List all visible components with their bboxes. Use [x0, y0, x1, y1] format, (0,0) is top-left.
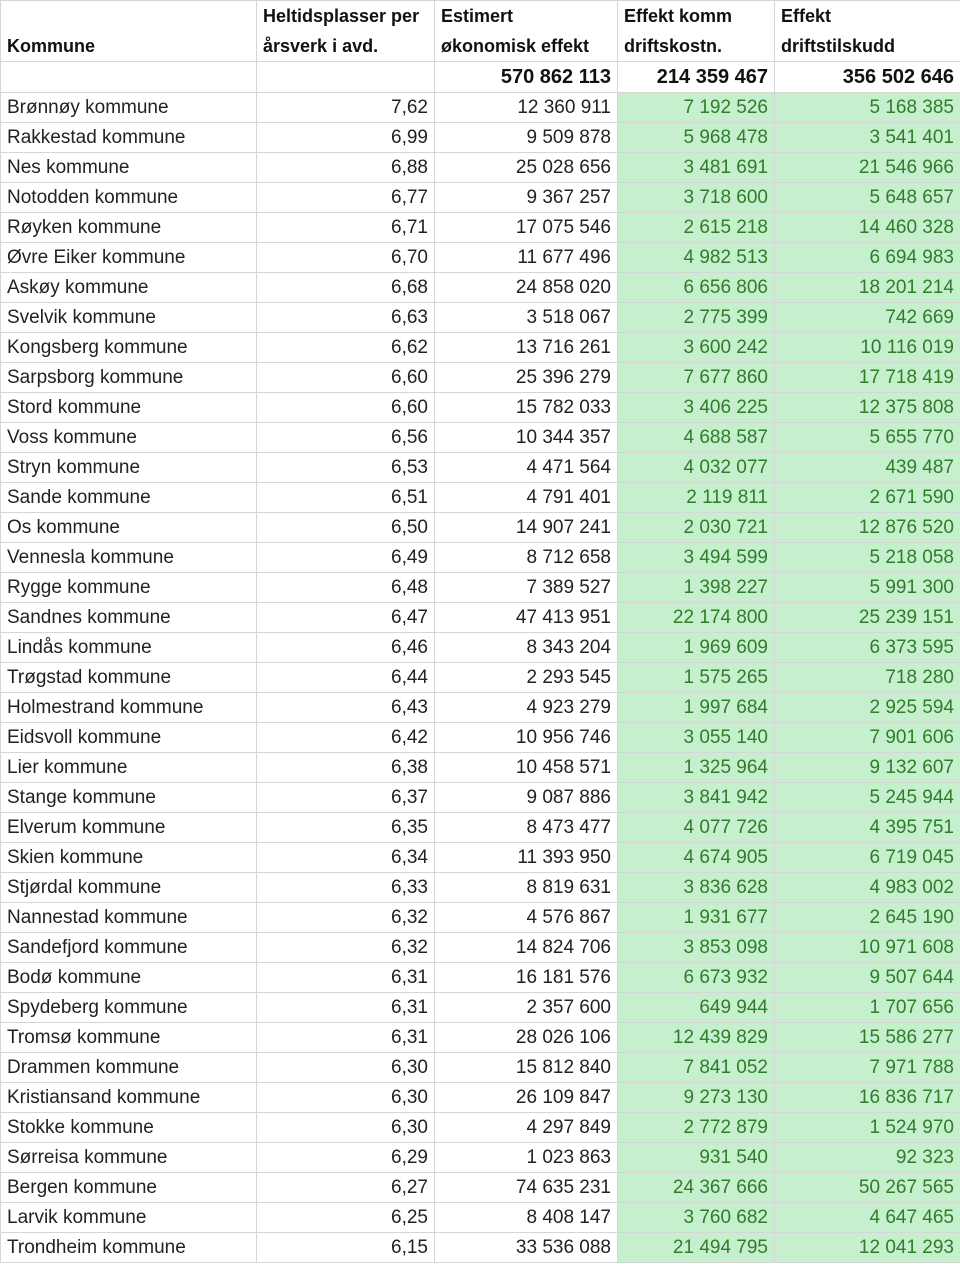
effekt-driftstilskudd-cell: 10 116 019 — [775, 333, 960, 363]
header-effekt-komm: Effekt komm driftskostn. — [618, 1, 775, 62]
kommune-cell: Spydeberg kommune — [1, 993, 257, 1023]
effekt-driftstilskudd-cell: 21 546 966 — [775, 153, 960, 183]
table-row — [1, 723, 960, 753]
effekt-komm-cell: 3 055 140 — [618, 723, 775, 753]
heltidsplasser-cell: 6,70 — [257, 243, 435, 273]
heltidsplasser-cell: 6,48 — [257, 573, 435, 603]
effekt-driftstilskudd-cell: 50 267 565 — [775, 1173, 960, 1203]
table-row — [1, 393, 960, 423]
estimert-effekt-cell: 4 297 849 — [435, 1113, 618, 1143]
header-estimert-effekt: Estimert økonomisk effekt — [435, 1, 618, 62]
effekt-driftstilskudd-cell: 25 239 151 — [775, 603, 960, 633]
estimert-effekt-cell: 25 028 656 — [435, 153, 618, 183]
kommune-cell: Sandnes kommune — [1, 603, 257, 633]
effekt-driftstilskudd-cell: 4 395 751 — [775, 813, 960, 843]
heltidsplasser-cell: 6,32 — [257, 903, 435, 933]
totals-effekt-drift-cell: 356 502 646 — [775, 62, 960, 93]
effekt-driftstilskudd-cell: 5 218 058 — [775, 543, 960, 573]
heltidsplasser-cell: 6,60 — [257, 393, 435, 423]
table-row — [1, 843, 960, 873]
estimert-effekt-cell: 13 716 261 — [435, 333, 618, 363]
estimert-effekt-cell: 2 357 600 — [435, 993, 618, 1023]
table-row — [1, 933, 960, 963]
estimert-effekt-cell: 1 023 863 — [435, 1143, 618, 1173]
estimert-effekt-cell: 9 367 257 — [435, 183, 618, 213]
table-row — [1, 783, 960, 813]
effekt-komm-cell: 2 119 811 — [618, 483, 775, 513]
heltidsplasser-cell: 6,31 — [257, 993, 435, 1023]
effekt-komm-cell: 7 192 526 — [618, 93, 775, 123]
totals-label-cell — [1, 62, 257, 93]
estimert-effekt-cell: 16 181 576 — [435, 963, 618, 993]
table-row — [1, 693, 960, 723]
table-row — [1, 1233, 960, 1263]
heltidsplasser-cell: 6,71 — [257, 213, 435, 243]
heltidsplasser-cell: 6,27 — [257, 1173, 435, 1203]
effekt-driftstilskudd-cell: 4 647 465 — [775, 1203, 960, 1233]
heltidsplasser-cell: 6,46 — [257, 633, 435, 663]
effekt-komm-cell: 9 273 130 — [618, 1083, 775, 1113]
estimert-effekt-cell: 11 677 496 — [435, 243, 618, 273]
heltidsplasser-cell: 6,37 — [257, 783, 435, 813]
estimert-effekt-cell: 15 782 033 — [435, 393, 618, 423]
effekt-driftstilskudd-cell: 9 132 607 — [775, 753, 960, 783]
table-row — [1, 963, 960, 993]
effekt-komm-cell: 1 997 684 — [618, 693, 775, 723]
effekt-driftstilskudd-cell: 718 280 — [775, 663, 960, 693]
heltidsplasser-cell: 6,77 — [257, 183, 435, 213]
heltidsplasser-cell: 6,44 — [257, 663, 435, 693]
kommune-cell: Askøy kommune — [1, 273, 257, 303]
table-row — [1, 1203, 960, 1233]
heltidsplasser-cell: 6,51 — [257, 483, 435, 513]
effekt-komm-cell: 3 841 942 — [618, 783, 775, 813]
heltidsplasser-cell: 6,47 — [257, 603, 435, 633]
kommune-cell: Drammen kommune — [1, 1053, 257, 1083]
effekt-komm-cell: 3 718 600 — [618, 183, 775, 213]
estimert-effekt-cell: 25 396 279 — [435, 363, 618, 393]
estimert-effekt-cell: 4 576 867 — [435, 903, 618, 933]
table-row — [1, 813, 960, 843]
kommune-cell: Røyken kommune — [1, 213, 257, 243]
kommune-cell: Sandefjord kommune — [1, 933, 257, 963]
table-row — [1, 1023, 960, 1053]
table-row — [1, 603, 960, 633]
estimert-effekt-cell: 4 923 279 — [435, 693, 618, 723]
table-row — [1, 873, 960, 903]
kommune-cell: Nannestad kommune — [1, 903, 257, 933]
table-row — [1, 543, 960, 573]
estimert-effekt-cell: 12 360 911 — [435, 93, 618, 123]
table-row — [1, 633, 960, 663]
table-row — [1, 453, 960, 483]
estimert-effekt-cell: 11 393 950 — [435, 843, 618, 873]
effekt-driftstilskudd-cell: 92 323 — [775, 1143, 960, 1173]
effekt-driftstilskudd-cell: 9 507 644 — [775, 963, 960, 993]
table-row — [1, 333, 960, 363]
table-row — [1, 483, 960, 513]
effekt-komm-cell: 3 481 691 — [618, 153, 775, 183]
estimert-effekt-cell: 8 712 658 — [435, 543, 618, 573]
effekt-driftstilskudd-cell: 1 707 656 — [775, 993, 960, 1023]
effekt-driftstilskudd-cell: 2 671 590 — [775, 483, 960, 513]
effekt-komm-cell: 1 325 964 — [618, 753, 775, 783]
kommune-cell: Larvik kommune — [1, 1203, 257, 1233]
estimert-effekt-cell: 15 812 840 — [435, 1053, 618, 1083]
kommune-cell: Rakkestad kommune — [1, 123, 257, 153]
table-row — [1, 303, 960, 333]
effekt-komm-cell: 1 969 609 — [618, 633, 775, 663]
table-row — [1, 423, 960, 453]
table-row — [1, 513, 960, 543]
estimert-effekt-cell: 33 536 088 — [435, 1233, 618, 1263]
effekt-driftstilskudd-cell: 10 971 608 — [775, 933, 960, 963]
heltidsplasser-cell: 6,32 — [257, 933, 435, 963]
effekt-driftstilskudd-cell: 1 524 970 — [775, 1113, 960, 1143]
table-row — [1, 1113, 960, 1143]
kommune-cell: Trondheim kommune — [1, 1233, 257, 1263]
kommune-cell: Bergen kommune — [1, 1173, 257, 1203]
effekt-driftstilskudd-cell: 439 487 — [775, 453, 960, 483]
estimert-effekt-cell: 9 087 886 — [435, 783, 618, 813]
effekt-komm-cell: 4 032 077 — [618, 453, 775, 483]
kommune-cell: Elverum kommune — [1, 813, 257, 843]
heltidsplasser-cell: 6,34 — [257, 843, 435, 873]
effekt-driftstilskudd-cell: 5 168 385 — [775, 93, 960, 123]
effekt-driftstilskudd-cell: 742 669 — [775, 303, 960, 333]
kommune-cell: Eidsvoll kommune — [1, 723, 257, 753]
kommune-cell: Sarpsborg kommune — [1, 363, 257, 393]
effekt-komm-cell: 649 944 — [618, 993, 775, 1023]
kommune-cell: Lier kommune — [1, 753, 257, 783]
effekt-komm-cell: 3 494 599 — [618, 543, 775, 573]
heltidsplasser-cell: 6,31 — [257, 1023, 435, 1053]
heltidsplasser-cell: 6,29 — [257, 1143, 435, 1173]
estimert-effekt-cell: 4 471 564 — [435, 453, 618, 483]
kommune-cell: Sande kommune — [1, 483, 257, 513]
estimert-effekt-cell: 14 824 706 — [435, 933, 618, 963]
estimert-effekt-cell: 8 819 631 — [435, 873, 618, 903]
table-row — [1, 1083, 960, 1113]
table-row — [1, 903, 960, 933]
effekt-komm-cell: 3 836 628 — [618, 873, 775, 903]
kommune-cell: Tromsø kommune — [1, 1023, 257, 1053]
effekt-komm-cell: 2 615 218 — [618, 213, 775, 243]
estimert-effekt-cell: 8 343 204 — [435, 633, 618, 663]
estimert-effekt-cell: 3 518 067 — [435, 303, 618, 333]
heltidsplasser-cell: 6,53 — [257, 453, 435, 483]
table-row — [1, 1143, 960, 1173]
table-row — [1, 123, 960, 153]
heltidsplasser-cell: 6,56 — [257, 423, 435, 453]
kommune-cell: Bodø kommune — [1, 963, 257, 993]
heltidsplasser-cell: 6,31 — [257, 963, 435, 993]
table-row — [1, 573, 960, 603]
kommune-cell: Sørreisa kommune — [1, 1143, 257, 1173]
kommune-cell: Svelvik kommune — [1, 303, 257, 333]
table-row — [1, 1173, 960, 1203]
totals-effekt-komm-cell: 214 359 467 — [618, 62, 775, 93]
kommune-cell: Skien kommune — [1, 843, 257, 873]
effekt-driftstilskudd-cell: 4 983 002 — [775, 873, 960, 903]
heltidsplasser-cell: 6,49 — [257, 543, 435, 573]
kommune-cell: Holmestrand kommune — [1, 693, 257, 723]
effekt-driftstilskudd-cell: 17 718 419 — [775, 363, 960, 393]
table-row — [1, 273, 960, 303]
effekt-komm-cell: 4 674 905 — [618, 843, 775, 873]
table-row — [1, 153, 960, 183]
effekt-driftstilskudd-cell: 16 836 717 — [775, 1083, 960, 1113]
effekt-komm-cell: 2 030 721 — [618, 513, 775, 543]
table-row — [1, 1053, 960, 1083]
estimert-effekt-cell: 74 635 231 — [435, 1173, 618, 1203]
effekt-driftstilskudd-cell: 6 719 045 — [775, 843, 960, 873]
estimert-effekt-cell: 7 389 527 — [435, 573, 618, 603]
effekt-driftstilskudd-cell: 12 375 808 — [775, 393, 960, 423]
effekt-komm-cell: 12 439 829 — [618, 1023, 775, 1053]
kommune-cell: Rygge kommune — [1, 573, 257, 603]
table-row — [1, 363, 960, 393]
kommune-cell: Nes kommune — [1, 153, 257, 183]
heltidsplasser-cell: 6,30 — [257, 1113, 435, 1143]
heltidsplasser-cell: 6,25 — [257, 1203, 435, 1233]
effekt-komm-cell: 931 540 — [618, 1143, 775, 1173]
kommune-cell: Stokke kommune — [1, 1113, 257, 1143]
kommune-cell: Os kommune — [1, 513, 257, 543]
effekt-komm-cell: 1 931 677 — [618, 903, 775, 933]
effekt-komm-cell: 2 772 879 — [618, 1113, 775, 1143]
estimert-effekt-cell: 24 858 020 — [435, 273, 618, 303]
effekt-komm-cell: 24 367 666 — [618, 1173, 775, 1203]
heltidsplasser-cell: 6,88 — [257, 153, 435, 183]
heltidsplasser-cell: 6,60 — [257, 363, 435, 393]
table-row — [1, 993, 960, 1023]
totals-estimert-cell: 570 862 113 — [435, 62, 618, 93]
effekt-driftstilskudd-cell: 14 460 328 — [775, 213, 960, 243]
estimert-effekt-cell: 4 791 401 — [435, 483, 618, 513]
heltidsplasser-cell: 6,30 — [257, 1053, 435, 1083]
heltidsplasser-cell: 6,35 — [257, 813, 435, 843]
effekt-driftstilskudd-cell: 7 901 606 — [775, 723, 960, 753]
effekt-driftstilskudd-cell: 5 991 300 — [775, 573, 960, 603]
table-row — [1, 213, 960, 243]
effekt-driftstilskudd-cell: 3 541 401 — [775, 123, 960, 153]
estimert-effekt-cell: 2 293 545 — [435, 663, 618, 693]
effekt-driftstilskudd-cell: 12 876 520 — [775, 513, 960, 543]
estimert-effekt-cell: 14 907 241 — [435, 513, 618, 543]
kommune-cell: Voss kommune — [1, 423, 257, 453]
table-row — [1, 753, 960, 783]
kommune-cell: Lindås kommune — [1, 633, 257, 663]
kommune-cell: Brønnøy kommune — [1, 93, 257, 123]
estimert-effekt-cell: 28 026 106 — [435, 1023, 618, 1053]
effekt-driftstilskudd-cell: 15 586 277 — [775, 1023, 960, 1053]
heltidsplasser-cell: 6,43 — [257, 693, 435, 723]
effekt-komm-cell: 1 575 265 — [618, 663, 775, 693]
effekt-driftstilskudd-cell: 6 694 983 — [775, 243, 960, 273]
heltidsplasser-cell: 7,62 — [257, 93, 435, 123]
table-row — [1, 93, 960, 123]
effekt-driftstilskudd-cell: 2 925 594 — [775, 693, 960, 723]
header-row — [1, 1, 960, 62]
effekt-komm-cell: 7 677 860 — [618, 363, 775, 393]
estimert-effekt-cell: 10 458 571 — [435, 753, 618, 783]
kommune-cell: Kristiansand kommune — [1, 1083, 257, 1113]
effekt-komm-cell: 4 077 726 — [618, 813, 775, 843]
effekt-komm-cell: 4 982 513 — [618, 243, 775, 273]
effekt-komm-cell: 3 406 225 — [618, 393, 775, 423]
table-row — [1, 183, 960, 213]
estimert-effekt-cell: 8 408 147 — [435, 1203, 618, 1233]
estimert-effekt-cell: 10 956 746 — [435, 723, 618, 753]
effekt-driftstilskudd-cell: 7 971 788 — [775, 1053, 960, 1083]
heltidsplasser-cell: 6,62 — [257, 333, 435, 363]
totals-heltid-cell — [257, 62, 435, 93]
kommune-cell: Øvre Eiker kommune — [1, 243, 257, 273]
kommune-cell: Kongsberg kommune — [1, 333, 257, 363]
effekt-komm-cell: 22 174 800 — [618, 603, 775, 633]
effekt-komm-cell: 5 968 478 — [618, 123, 775, 153]
effekt-driftstilskudd-cell: 12 041 293 — [775, 1233, 960, 1263]
effekt-komm-cell: 3 853 098 — [618, 933, 775, 963]
effekt-driftstilskudd-cell: 5 655 770 — [775, 423, 960, 453]
heltidsplasser-cell: 6,99 — [257, 123, 435, 153]
effekt-driftstilskudd-cell: 5 245 944 — [775, 783, 960, 813]
effekt-komm-cell: 2 775 399 — [618, 303, 775, 333]
estimert-effekt-cell: 17 075 546 — [435, 213, 618, 243]
heltidsplasser-cell: 6,63 — [257, 303, 435, 333]
kommune-cell: Trøgstad kommune — [1, 663, 257, 693]
estimert-effekt-cell: 47 413 951 — [435, 603, 618, 633]
heltidsplasser-cell: 6,30 — [257, 1083, 435, 1113]
effekt-komm-cell: 6 673 932 — [618, 963, 775, 993]
estimert-effekt-cell: 8 473 477 — [435, 813, 618, 843]
estimert-effekt-cell: 9 509 878 — [435, 123, 618, 153]
heltidsplasser-cell: 6,38 — [257, 753, 435, 783]
effekt-komm-cell: 3 600 242 — [618, 333, 775, 363]
header-kommune: Kommune — [1, 1, 257, 62]
heltidsplasser-cell: 6,50 — [257, 513, 435, 543]
kommune-cell: Vennesla kommune — [1, 543, 257, 573]
effekt-driftstilskudd-cell: 5 648 657 — [775, 183, 960, 213]
heltidsplasser-cell: 6,42 — [257, 723, 435, 753]
effekt-driftstilskudd-cell: 6 373 595 — [775, 633, 960, 663]
effekt-driftstilskudd-cell: 18 201 214 — [775, 273, 960, 303]
table-row — [1, 243, 960, 273]
totals-row — [1, 62, 960, 93]
effekt-komm-cell: 21 494 795 — [618, 1233, 775, 1263]
estimert-effekt-cell: 26 109 847 — [435, 1083, 618, 1113]
kommune-cell: Stjørdal kommune — [1, 873, 257, 903]
heltidsplasser-cell: 6,33 — [257, 873, 435, 903]
effekt-komm-cell: 7 841 052 — [618, 1053, 775, 1083]
kommune-cell: Stord kommune — [1, 393, 257, 423]
table-row — [1, 663, 960, 693]
header-heltidsplasser: Heltidsplasser per årsverk i avd. — [257, 1, 435, 62]
kommune-cell: Notodden kommune — [1, 183, 257, 213]
kommune-cell: Stryn kommune — [1, 453, 257, 483]
effekt-komm-cell: 1 398 227 — [618, 573, 775, 603]
kommune-cell: Stange kommune — [1, 783, 257, 813]
effekt-komm-cell: 3 760 682 — [618, 1203, 775, 1233]
header-effekt-driftstilskudd: Effekt driftstilskudd — [775, 1, 960, 62]
effekt-komm-cell: 4 688 587 — [618, 423, 775, 453]
effekt-komm-cell: 6 656 806 — [618, 273, 775, 303]
effekt-driftstilskudd-cell: 2 645 190 — [775, 903, 960, 933]
estimert-effekt-cell: 10 344 357 — [435, 423, 618, 453]
heltidsplasser-cell: 6,68 — [257, 273, 435, 303]
heltidsplasser-cell: 6,15 — [257, 1233, 435, 1263]
